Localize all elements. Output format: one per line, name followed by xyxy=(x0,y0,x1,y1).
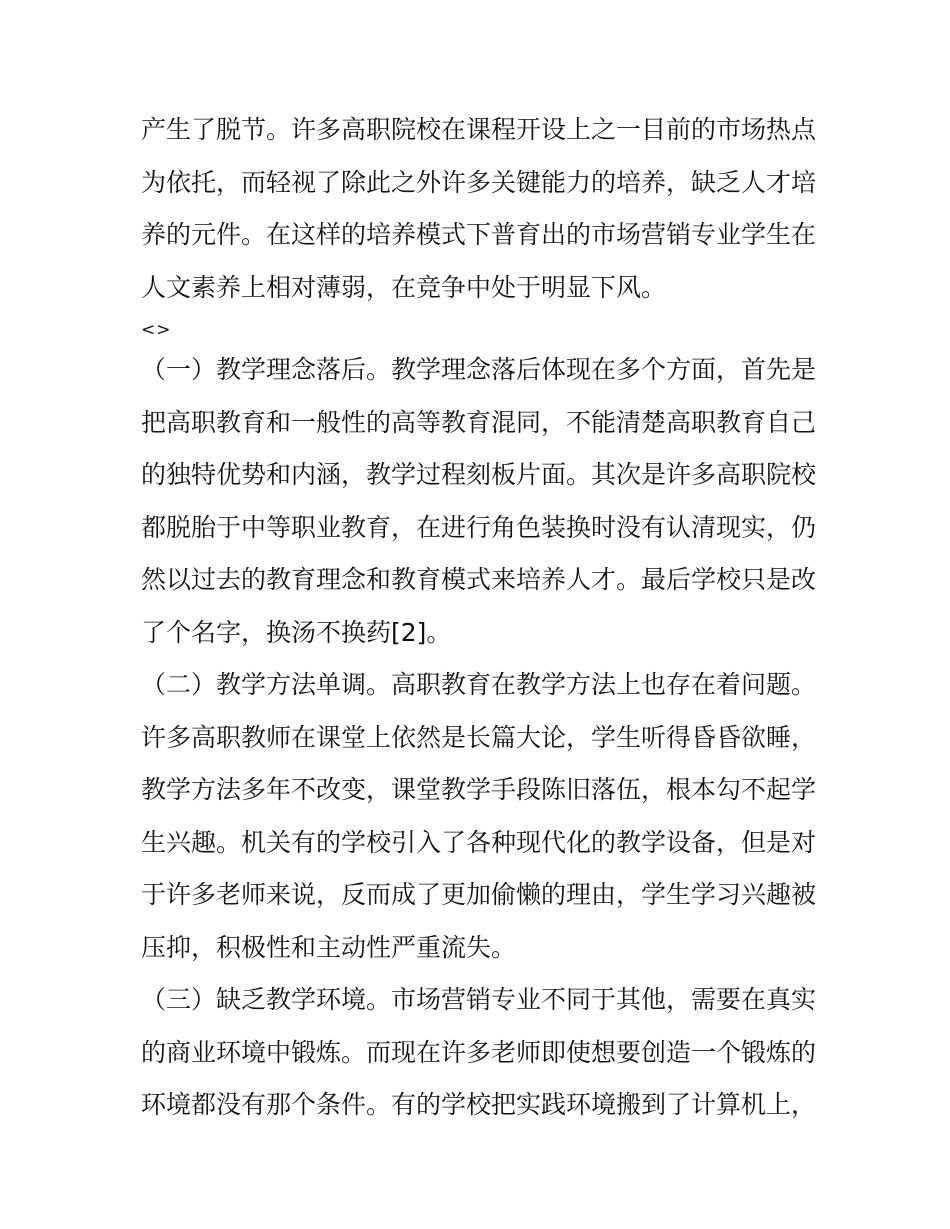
text-line: （一）教学理念落后。教学理念落后体现在多个方面，首先是 xyxy=(141,355,817,384)
text-line: 人文素养上相对薄弱，在竞争中处于明显下风。 xyxy=(141,272,667,302)
section-marker: <> xyxy=(141,320,172,340)
text-line: 了个名字，换汤不换药[2]。 xyxy=(141,617,452,647)
text-line: 都脱胎于中等职业教育，在进行角色装换时没有认清现实，仍 xyxy=(141,512,817,542)
text-line: （三）缺乏教学环境。市场营销专业不同于其他，需要在真实 xyxy=(141,985,817,1014)
text-line: 教学方法多年不改变，课堂教学手段陈旧落伍，根本勾不起学 xyxy=(141,775,817,804)
section-teaching-environment xyxy=(141,974,817,1132)
intro-paragraph xyxy=(141,104,817,314)
text-line: 产生了脱节。许多高职院校在课程开设上之一目前的市场热点 xyxy=(141,115,817,144)
text-line: 压抑，积极性和主动性严重流失。 xyxy=(141,932,517,962)
text-line: （二）教学方法单调。高职教育在教学方法上也存在着问题。 xyxy=(141,670,817,699)
text-line: 生兴趣。机关有的学校引入了各种现代化的教学设备，但是对 xyxy=(141,827,817,857)
text-line: 把高职教育和一般性的高等教育混同，不能清楚高职教育自己 xyxy=(141,407,817,437)
section-teaching-methods xyxy=(141,659,817,974)
text-line: 环境都没有那个条件。有的学校把实践环境搬到了计算机上， xyxy=(141,1090,817,1119)
text-line: 养的元件。在这样的培养模式下普育出的市场营销专业学生在 xyxy=(141,220,817,249)
text-line: 的独特优势和内涵，教学过程刻板片面。其次是许多高职院校 xyxy=(141,460,817,489)
document-page xyxy=(141,104,817,1132)
section-teaching-philosophy xyxy=(141,344,817,659)
text-line: 于许多老师来说，反而成了更加偷懒的理由，学生学习兴趣被 xyxy=(141,880,817,909)
text-line: 为依托，而轻视了除此之外许多关键能力的培养，缺乏人才培 xyxy=(141,167,817,197)
text-line: 的商业环境中锻炼。而现在许多老师即使想要创造一个锻炼的 xyxy=(141,1037,817,1067)
text-line: 许多高职教师在课堂上依然是长篇大论，学生听得昏昏欲睡， xyxy=(141,722,817,752)
text-line: 然以过去的教育理念和教育模式来培养人才。最后学校只是改 xyxy=(141,565,817,594)
